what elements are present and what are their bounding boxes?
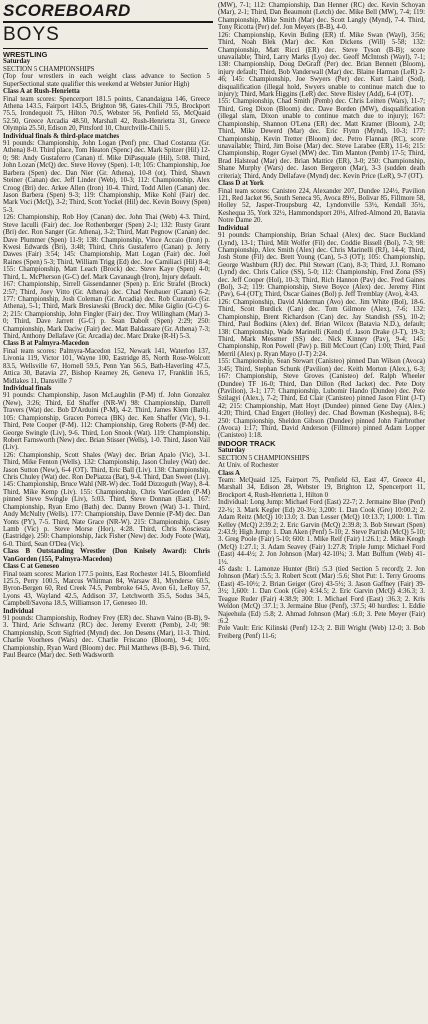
results-column-right	[218, 2, 425, 1022]
result-paragraph: Team: McQuaid 125, Fairport 75, Penfield 63, East 47, Greece 41, Marshall 34, Edison 28, Webster 19, Brighton 12, Spencerport 11, Brockport 4, Rush-Henrietta 1, Hilton 0	[218, 477, 425, 499]
result-paragraph: 91 pounds: Championship, Brian Schaal (Alex) dec. Stace Buckland (Lynd), 13-1; Third, Milt Wolfer (Fil) dec. Coddie Bissell (Bol), 7-3; 98: Championship, Alex Smith (Alex) dec. Chris Marinelli (RJ), 14-4; Third, Josh Stone (Fil) dec. Brett Young (Can), 5-3 (OT); 105: Championship, George Washburn (RJ) dec. Phil Stewart (Can), 8-3; Third, J.J. Romano (Lynd) dec. Chris Calice (SS), 5-0; 112: Championship, Fred Zona (SS) dec. Jeff Cooper (Hol), 10-3; Third, Rich Hannon (Pav) dec. Fred Gaines (Bol), 3-2; 119: Championship, Steve Boyce (Alex) dec. Jeremy Flint (Pav), 6-4 (OT); Third, Oscar Gaines (Bol) p. Jeff Tremblay (Avo), 4:43.	[218, 232, 425, 299]
result-paragraph: 126: Championship, Scott Shales (Way) dec. Brian Apalo (Vic), 3-1. Third, Mike Fenton (Wells). 132: Championship, Jason Chuley (Wat) dec. Jason Sutton (New), 6-4 (OT). Third, Eric Ball (Liv). 138: Championship, Chris Chuley (Wat) dec. Ron DePiazza (Bat), 9-4. Third, Dan Sweet (Liv). 145: Championship, Bruce Wahl (NR-W) dec. Todd Dizzoguth (Way), 8-4. Third, Mike Kemp (Liv). 155: Championship, Chris VanGorden (P-M) pinned Steve Swingle (Liv), 5:03. Third, Steve Donnan (East). 167: Championship, Ryan Emo (Bath) dec. Danny Brown (Wat) 3-1. Third, Andy McNulty (Wells). 177: Championship, Dave Dennie (P-M) dec. Dan Yonts (PY), 7-5. Third, Nate Grace (NR-W). 215: Championship, Casey Lamb (Vic) p. Steve Morse (Hor), 4:28. Third, Chris Kosciesza (Eastridge). 250: Championship, Jack Fisher (New) dec. Jody Foote (Wat), 6-0. Third, Sean O'Dea (Vic).	[3, 451, 210, 548]
result-paragraph: 126: Championship, Rob Hoy (Canan) dec. John Thai (Web) 4-3. Third, Steve Iaculli (Fair) dec. Joe Rothenberger (Spen) 2-1; 132: Rusty Grant (Bri) dec. Ron Sanger (Gr. Athena), 3-2; Third, Matt Pegnow (Canan) dec. Dave Plummer (Spen) 11-9; 138: Championship, Vince Accaio (Iron) p. Kwesi Edwards (Bri), 3:48; Third, Chris Gustaferro (Canan) p. Jerry Dawes (Fair) 3:54; 145: Championship, Matt Logan (Fair) dec. Joel Raines (Spen) 5-3; Third, William Trigg (Ed) dec. Joe Camiliaci (Hil) 8-4; 155: Championship, Matt Leach (Brock) dec. Steve Kaye (Spen) 4-0; Third, L. McPherson (G-C) def. Mark Cavanaugh (Iron), Injury default.	[3, 214, 210, 281]
result-paragraph: 155: Championship, Sean Stewart (Canisteo) pinned Dan Wilson (Avoca) 3:45; Third, Stephan Schunk (Pavilion) dec. Keith Morton (Alex.), 6-3; 167: Championship, Steve Groves (Canisteo) def. Ralph Wheeler (Dundee) TF 16-0; Third, Dan Dillon (Red Jacket) dec. Pete Doty (Pavilion), 3-1; 177: Championship, Lubomir Hando (Dundee) dec. Pete Szilagyi (Alex.), 7-2; Third, Ed Clair (Canisteo) pinned Jason Flint (J-T) 42; 215: Championship, Matt Hoyt (Dundee) pinned Gene Day (Alex.) 4:20; Third, Chad Engert (Holley) dec. Chad Bowman (Keshequa), 8-6; 250: Championship, Sheldon Gibson (Dundee) pinned John Fairbrother (Avoca) 1:17; Third, David Anderson (Fillmore) pinned Adam Lopper (Canisteo) 1:18.	[218, 358, 425, 440]
result-paragraph: SECTION 5 CHAMPIONSHIPS	[3, 65, 95, 73]
result-paragraph: Final team scores: Canisteo 224, Alexander 207, Dundee 124½, Pavilion 121, Red Jacket 96, South Seneca 95, Avoca 89½, Bolivar 85, Fillmore 58, Holley 52, Jasper-Troupsburg 42, Lyndonville 53½, Kendall 35½, Keshequa 35, York 32½, Hammondsport 20½, Alfred-Almond 20, Batavia Notre Dame 20.	[218, 187, 425, 225]
scoreboard-heading: SCOREBOARD	[3, 2, 213, 23]
result-paragraph: SECTION 5 CHAMPIONSHIPS	[218, 454, 310, 462]
subheading: Saturday	[3, 58, 31, 66]
section-heading-boys: BOYS	[3, 24, 208, 49]
result-paragraph: At Univ. of Rochester	[218, 462, 279, 470]
results-column-left	[3, 51, 210, 1021]
sport-heading: INDOOR TRACK	[218, 438, 276, 448]
subheading: Individual finals & third-place matches	[3, 132, 120, 140]
subheading: Individual	[3, 607, 34, 615]
masthead	[3, 2, 213, 49]
result-paragraph: Final team scores: Marion 177.5 points, East Rochester 141.5, Bloomfield 125.5, Perry 100.5, Marcus Whitman 84, Warsaw 81, Mynderse 60.5, Byron-Bergen 60, Red Creek 74.5, Pembroke 64.5, Avon 61, LeRoy 57, Lyons 43, Wayland 42.5, Addison 37, Letchworth 35.5, Sodus 34.5, Campbell/Savona 18.5, Williamson 17, Geneseo 10.	[3, 570, 210, 608]
subheading: Saturday	[218, 447, 246, 455]
result-paragraph: Final team scores: Spencerport 181.5 points, Canandaigua 146, Greece Athena 143.5, Fairport 143.5, Brighton 98, Gates-Chili 79.5, Brockport 75.5, Irondequoit 75, Hilton 70.5, Webster 56, Penfield 55, McQuaid 52.50, Greece Arcadia 48.50, Marshall 42, Rush-Henrietta 31, Greece Olympia 25.50, Edison 20, Pittsford 10, Churchville-Chili 5.	[3, 95, 210, 133]
result-paragraph: 126: Championship, David Alderman (Avo) dec. Jim White (Bol), 18-6. Third, Scott Burdick (Can) dec. Tom Gilmore (Alex), 7-6; 132: Championship, Brent Richardson (Can) dec. Jay Standish (SS), 10-2; Third, Paul Bodkins (Alex) def. Brian Wilcox (Batavia N.D.), default; 138: Championship, Wade Marinelli (Kend) tf. Jason Drake (J-T), 19-3; Third, Mark Messmer (SS) dec. Nick Kinney (Pav), 9-4; 145: Championship, Ron Powell (Pav) p. Bill McCourt (Can) 1:00; Third, Paul Merril (Alex) p. Ryan Mayo (J-T) 2:24.	[218, 298, 425, 358]
sport-heading: WRESTLING	[3, 51, 48, 59]
result-paragraph: 45 dash: 1. Lamonze Hunter (Bri) :5.3 (tied Section 5 record); 2. Jon Johnson (Mar) :5.5; 3. Robert Scott (Mar) :5.6; Shot Put: 1. Terry Grooms (East) 45-10½; 2. Brian Geiger (Gre) 43-5½; 3. Jason Gaffney (Fair) 39-3½; 1,600: 1. Dan Cook (Gre) 4:34.5; 2. Eric Garvin (McQ) 4:36.3; 3. Teague Ruder (Fair) 4:38.9; 300: 1. Michael Ford (East) :36.3; 2. Kris Weldon (McQ) :37.1; 3. Jermaine Blue (Penf), :37.5; 40 hurdles: 1. Eddie Najeehula (Ed) :5.8; 2. Ahmad Johnson (Mar) :6.0; 3. Pete Meyer (Fair) :6.2	[218, 566, 425, 626]
result-paragraph: 91 pounds: Championship, Rodney Frey (ER) dec. Shawn Vaino (B-B), 9-3. Third, Arie Schwartz (RC) dec. Jeremy Everett (Pemb), 2-0; 98: Championship, Scott Sigfried (Mynd) dec. Jon Desens (Mar), 11-3. Third, Charlie Voorhees (Wars) dec. Charlie Friscano (Bloom), 9-4; 105: Championship, Ryan Ward (Bloom) dec. Phil Matthews (B-B), 9-6. Third, Paul Bearce (Mar) dec. Seth Wadsworth	[3, 615, 210, 660]
subheading: Class B Outstanding Wrestler (Don Knisely Award): Chris VanGorden (155, Palmyra-Macedon)	[3, 548, 210, 563]
result-paragraph: 126: Championship, Kevin Buling (ER) tf. Mike Swan (Wayl), 3:56; Third, Noah Blek (Mar) dec. Ken Dickens (Will) 5-58; 132: Championship, Matt Ricci (ER) dec. Steve Tyson (B-B); score unavailable; Third, Larry Marks (Lyo) dec. Geoff McIntosh (Wayl), 7-1; 138: Championship, Doug DeGraff (Per) dec. Brian Bennett (Bloom), injury default; Third, Bob Vanderwall (Mar) dec. Blaine Harman (LeR) 2-46; 145: Championship, Joe Swyers (Per) dec. Kurt Laird (Sod), disqualification (illegal hold, Swyers unable to continue match due to injury); Third, Mark Higgins (LeR) dec. Steve Risley (Add), 6-4 (OT).	[218, 31, 425, 99]
result-paragraph: 155: Championship, Chad Smith (Pemb) dec. Chris Leitten (Wars), 11-7; Third, Greg Dixon (Bloom) dec. Dave Borden (MW), disqualification (illegal slam, Dixon unable to continue match due to injury); 167: Championship, Shannon O'Lena (ER) dec. Matt Kramer (Bloom), 2-0; Third, Mike Dewerd (Mar) dec. Eric Flynn (Mynd), 10-3; 177: Championship, Kevin Tretter (Bloom) dec. Petro Flannan (RC), score unavailable; Third, Jim Boise (Mar) dec. Steve Larabee (ER), 11-6; 215: Championship, Roger Gysel (MW) dec. Tim Manton (Pemb) 17-5; Third, Brad Halstead (Mar) dec. Brian Mattice (ER), 3-0; 250: Championship, Shane Murphy (Wars) dec. Jason Bergeron (Mar), 3-3 (sudden death criteria); Third, Andy Dellafave (Mynd) dec. Kevin Price (LeR), 9-7 (OT).	[218, 98, 425, 180]
subheading: Individual finals	[3, 384, 52, 392]
result-paragraph: 167: Championship, Sirrell Gissendanner (Spen) p. Eric Strafel (Brock) 2:57; Third, Joey Vitto (Gr. Athena) dec. Chad Neubauer (Canan) 6-2; 177: Championship, Josh Coleman (Gr. Arcadia) dec. Rob Curatolo (Gr. Athena), 5-1; Third, Mark Bresiawski (Brock) dec. Mike Giglio (G-C) 6-2; 215: Championship, John Fingler (Fair) dec. Troy Willingham (Mar) 3-0; Third, Dave Jarrett (G-C) p. Sean Dabolt (Spen) 2:29; 250: Championship, Mark Daciw (Fair) dec. Matt Baldassare (Gr. Athena) 7-3; Third, Anthony Dellafave (Gr. Arcadia) dec. Marc Drake (R-H) 5-3.	[3, 281, 210, 341]
result-paragraph: 91 pounds: Championship, John Logan (Penf) pnc. Chad Costanza (Gr. Athena) 8-0. Third place, Tom Heaton (Spenc) dec. Mark Spitzer (Hil) 12-0; 98: Andy Gustaferro (Canan) tf. Mike DiPasquale (Hil), 5:08. Third, John Lozan (McQ) dec. Steve Hovey (Spen). 1-0; 105: Championship, Joe Barbera (Spen) dec. Dan Nier (Gr. Athena), 10-8 (ot). Third, Shawn Steiner (Canan) dec. Jeff Linder (Web), 10-3; 112: Championship, Alex Croog (Bri) dec. Arkee Allen (Iron) 10-4. Third, Todd Allen (Canan) dec. Jason Barbera (Spen) 9-3; 119: Championship, Mike Kohl (Fair) dec. Mark Voci (McQ), 3-2; Third, Scott Yockel (Hil) dec. Kevin Bouvy (Spen) 5-3.	[3, 140, 210, 214]
subheading: Class A at Rush-Henrietta	[3, 88, 80, 96]
subheading: Class D at York	[218, 180, 264, 188]
subheading: Individual	[218, 224, 249, 232]
subheading: Class B at Palmyra-Macedon	[3, 340, 89, 348]
subheading: Class C at Geneseo	[3, 563, 60, 571]
result-paragraph: Individual: Long Jump: Michael Ford (East) 22-7; 2. Jermaine Blue (Penf) 22-¾; 3. Mark Kegler (Ed) 20-3½; 3,200: 1. Dan Cook (Gre) 10:00.2; 2. Adam Reitz (McQ) 10:13.0; 3. Dan Lesser (McQ) 10:13.7; 1,000: 1. Tim Kelley (McQ) 2:39.2; 2. Eric Garvin (McQ) 2:39.8; 3. Bob Stewart (Spen) 2:43.9; High Jump: 1. Dan Aken (Penf) 5-10; 2. Steve Parrish (McQ) 5-10; 3. Greg Poole (Fair) 5-10; 600: 1. Mike Reif (Fair) 1:26.1; 2. Mike Keogh (McQ) 1:27.1; 3. Adam Seavey (Fair) 1:27.8; Triple Jump: Michael Ford (East) 44-4½; 2. Jon Johnson (Mar) 42-10¼; 3. Matt Buffum (Web) 41-1½.	[218, 499, 425, 566]
result-paragraph: (Top four wrestlers in each weight class advance to Section 5 SuperSectional state qualifier this weekend at Webster Junior High)	[3, 73, 210, 88]
result-paragraph: Final team scores: Palmyra-Macedon 152, Newark 141, Waterloo 137, Livonia 119, Victor 101, Wayne 100, Eastridge 85, North Rose-Wolcott 83.5, Wellsville 67, Hornell 59.5, Penn Yan 56.5, Bath-Haverling 47.5, Attica 30, Batavia 27, Bishop Kearney 26, Geneva 17, Franklin 16.5, Midlakes 11, Dansville 7	[3, 347, 210, 385]
result-paragraph: (MW), 7-1; 112: Championship, Dan Henner (RC) dec. Kevin Schoyan (Mar), 2-1; Third, Dan Beaumont (Letch) dec. Mike Bell (MW), 7-4; 119: Championship, Mike Smith (Mar) dec. Scott Langly (Mynd), 7-4. Third, Tony Ricotta (Per) def. Jon Meyers (B-B), 4-0.	[218, 2, 425, 32]
result-paragraph: Pole Vault: Eric Kilinski (Penf) 12-3; 2. Bill Wright (Web) 12-0; 3. Bob Freiberg (Penf) 11-6;	[218, 625, 425, 640]
subheading: Class A	[218, 469, 241, 477]
result-paragraph: 91 pounds: Championship, Jason McLaughlin (P-M) tf. John Gonzalez (New), 3:26; Third, Ed Shaffer (NR-W) 98: Championship, Darrell Travers (Wat) dec. Bob D'Arduini (P-M), 4-2. Third, James Klem (Bath). 105: Championship, Gracen Porreca (BK) dec. Ken Shaffer (Vic), 9-1. Third, Pete Cooper (P-M). 112: Championship, Greg Roberts (P-M) dec. George Swingle (Liv), 9-6. Third, Lon Snook (Wat). 119: Championship, Robert Farnsworth (New) dec. Brian Stisser (Wells), 1-0. Third, Jason Vail (Liv).	[3, 392, 210, 452]
